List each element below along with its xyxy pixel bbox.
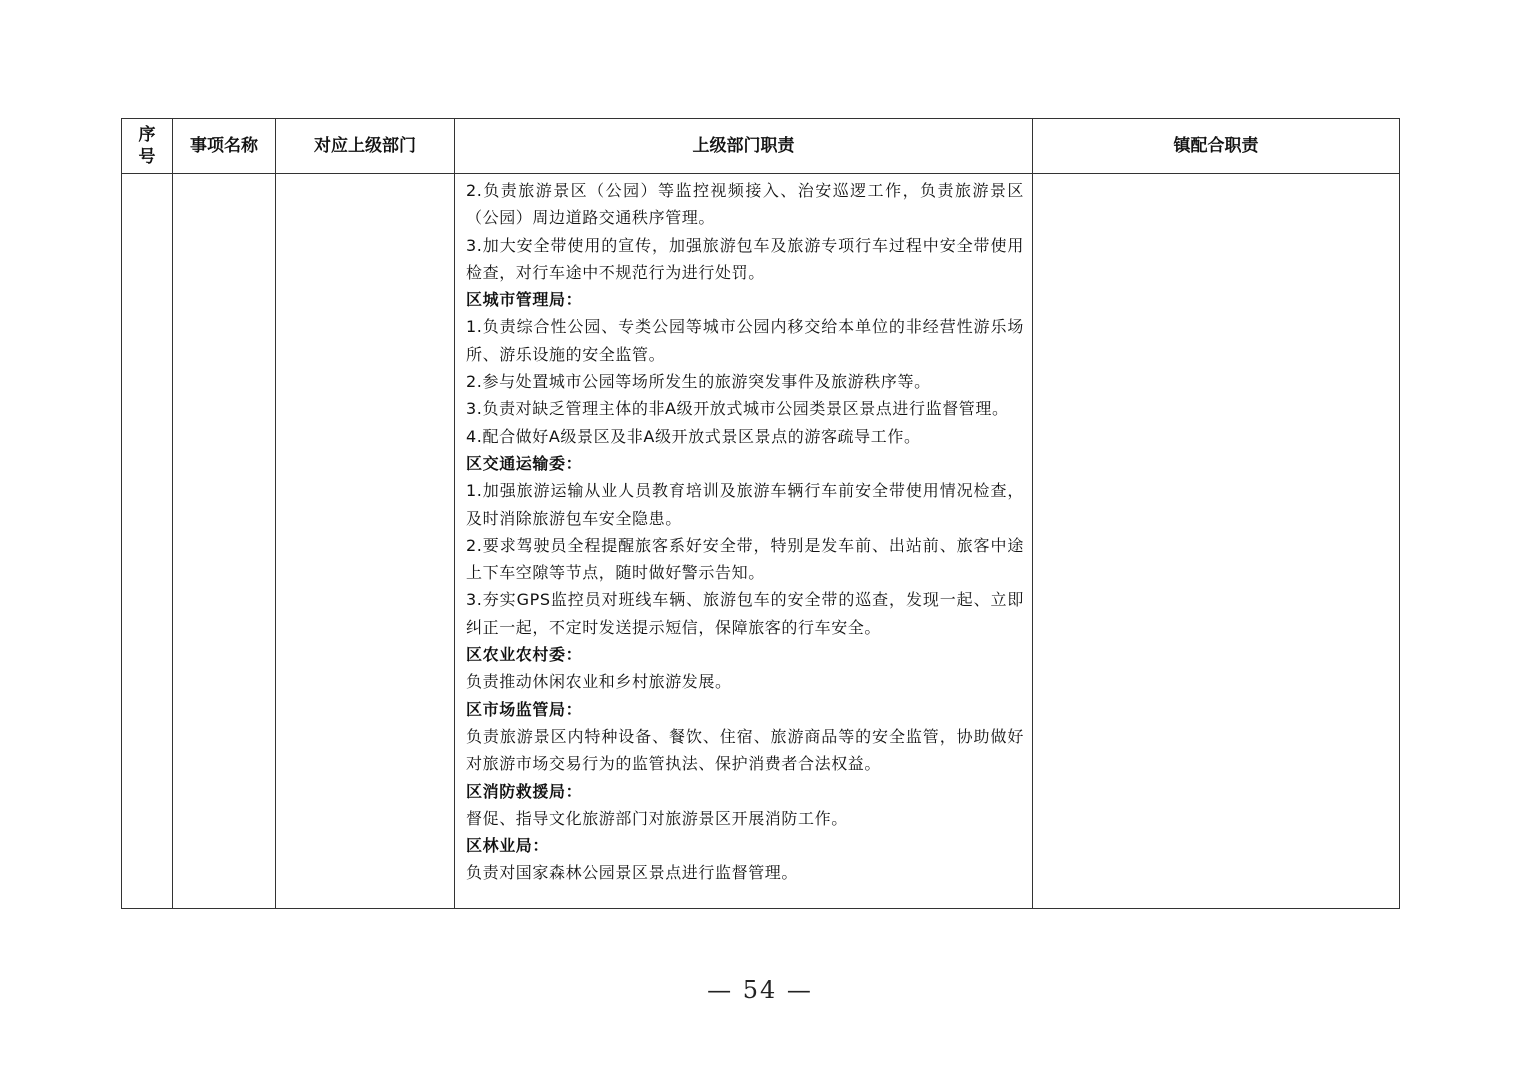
duty-item: 2.要求驾驶员全程提醒旅客系好安全带，特别是发车前、出站前、旅客中途上下车空隙等节点，随时做好警示告知。	[466, 535, 1024, 583]
department-heading: 区市场监管局：	[466, 699, 583, 719]
duty-item: 1.负责综合性公园、专类公园等城市公园内移交给本单位的非经营性游乐场所、游乐设施的安全监管。	[466, 317, 1024, 364]
cell-item-name	[173, 174, 276, 909]
duty-item: 3.负责对缺乏管理主体的非A级开放式城市公园类景区景点进行监督管理。	[466, 399, 1009, 419]
duty-item: 3.夯实GPS监控员对班线车辆、旅游包车的安全带的巡查，发现一起、立即纠正一起，不定时发送提示短信，保障旅客的行车安全。	[466, 590, 1024, 637]
duty-item: 3.加大安全带使用的宣传，加强旅游包车及旅游专项行车过程中安全带使用检查，对行车途中不规范行为进行处罚。	[466, 235, 1024, 282]
header-seq: 序号	[122, 119, 173, 174]
department-heading: 区消防救援局：	[466, 781, 583, 801]
department-heading: 区交通运输委：	[466, 453, 583, 473]
table-header-row	[122, 119, 1400, 174]
page-number: — 54 —	[707, 976, 813, 1004]
duty-item: 负责旅游景区内特种设备、餐饮、住宿、旅游商品等的安全监管，协助做好对旅游市场交易行为的监管执法、保护消费者合法权益。	[466, 726, 1024, 774]
duty-table	[121, 118, 1400, 909]
header-item-name: 事项名称	[173, 119, 276, 174]
duty-item: 负责推动休闲农业和乡村旅游发展。	[466, 672, 732, 692]
duty-item: 督促、指导文化旅游部门对旅游景区开展消防工作。	[466, 808, 848, 828]
department-heading: 区林业局：	[466, 836, 550, 856]
table-row	[122, 174, 1400, 909]
duty-item: 1.加强旅游运输从业人员教育培训及旅游车辆行车前安全带使用情况检查，及时消除旅游包车安全隐患。	[466, 481, 1024, 528]
cell-seq	[122, 174, 173, 909]
duty-item: 2.负责旅游景区（公园）等监控视频接入、治安巡逻工作，负责旅游景区（公园）周边道路交通秩序管理。	[466, 181, 1024, 228]
duty-table-container	[121, 118, 1399, 909]
cell-superior-dept	[276, 174, 455, 909]
cell-superior-duties	[455, 174, 1033, 909]
duty-item: 负责对国家森林公园景区景点进行监督管理。	[466, 863, 799, 883]
department-heading: 区农业农村委：	[466, 645, 583, 665]
department-heading: 区城市管理局：	[466, 290, 583, 310]
duty-item: 4.配合做好A级景区及非A级开放式景区景点的游客疏导工作。	[466, 426, 921, 446]
header-superior-duties: 上级部门职责	[455, 119, 1033, 174]
cell-town-duties	[1033, 174, 1400, 909]
header-town-duties: 镇配合职责	[1033, 119, 1400, 174]
duty-item: 2.参与处置城市公园等场所发生的旅游突发事件及旅游秩序等。	[466, 372, 931, 392]
superior-duties-list	[455, 174, 1032, 887]
header-superior-dept: 对应上级部门	[276, 119, 455, 174]
